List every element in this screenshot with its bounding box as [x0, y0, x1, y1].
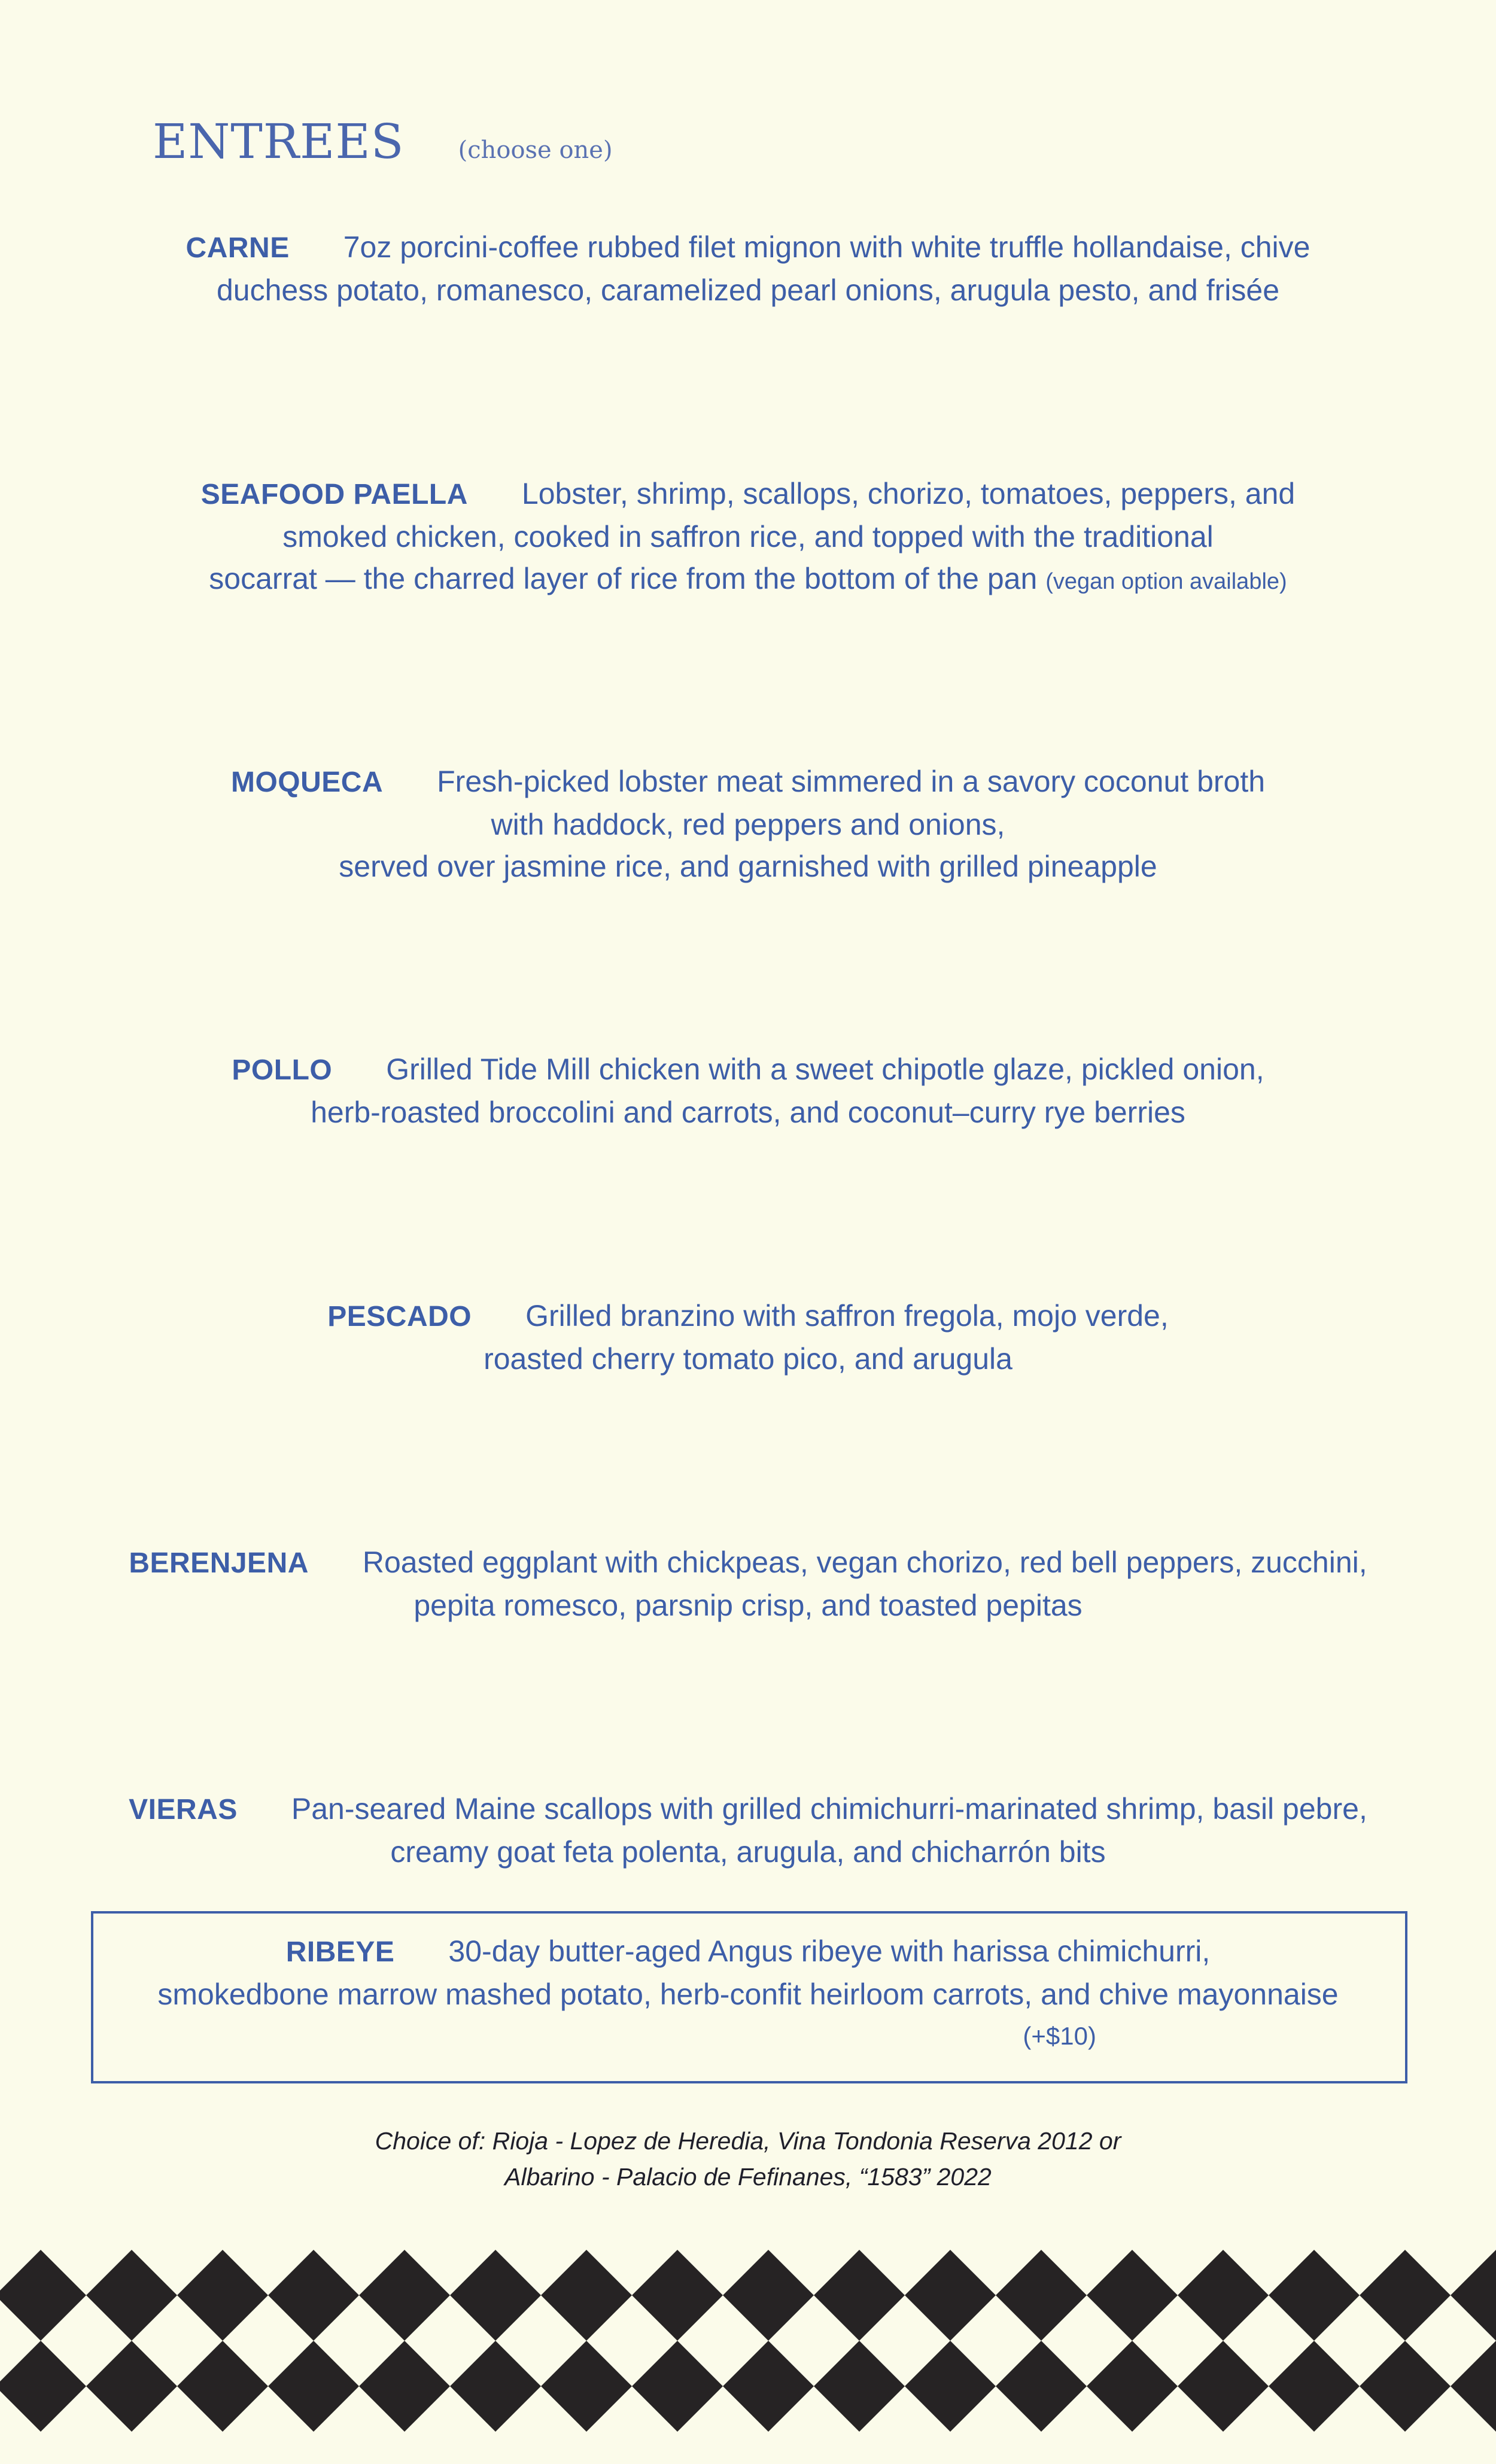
- entree-description: served over jasmine rice, and garnished with grilled pineapple: [339, 850, 1157, 883]
- entree-description: pepita romesco, parsnip crisp, and toasted pepitas: [413, 1589, 1083, 1622]
- entree-line: [0, 1541, 1496, 1584]
- page-title: ENTREES: [153, 114, 405, 169]
- entree-name: SEAFOOD PAELLA: [200, 479, 468, 510]
- wine-choice-line: Albarino - Palacio de Fefinanes, “1583” 2022: [504, 2163, 992, 2191]
- entree-line: [0, 558, 1496, 603]
- ribeye-surcharge: (+$10): [1023, 2022, 1096, 2050]
- entree-line: [0, 1930, 1496, 1973]
- choose-one-note: (choose one): [458, 136, 613, 164]
- entree-line: [0, 1295, 1496, 1338]
- entree-line: [0, 761, 1496, 804]
- wine-pairing: [0, 2123, 1496, 2195]
- entree-line: [0, 1788, 1496, 1831]
- entree-seafood-paella: [0, 473, 1496, 603]
- entree-name: POLLO: [232, 1054, 333, 1086]
- entree-name: BERENJENA: [129, 1547, 309, 1579]
- entree-moqueca: [0, 761, 1496, 887]
- entree-name: PESCADO: [327, 1301, 472, 1333]
- entree-description: creamy goat feta polenta, arugula, and chicharrón bits: [390, 1835, 1106, 1869]
- entree-description: Grilled Tide Mill chicken with a sweet chipotle glaze, pickled onion,: [386, 1052, 1264, 1086]
- entree-pollo: [0, 1048, 1496, 1133]
- wine-choice-line: Choice of: Rioja - Lopez de Heredia, Vina Tondonia Reserva 2012 or: [375, 2127, 1121, 2155]
- entree-line: [0, 226, 1496, 269]
- entree-name: CARNE: [186, 232, 290, 264]
- entree-description: 30-day butter-aged Angus ribeye with harissa chimichurri,: [448, 1934, 1211, 1968]
- entree-description: duchess potato, romanesco, caramelized pearl onions, arugula pesto, and frisée: [216, 273, 1280, 307]
- vegan-option-note: (vegan option available): [1045, 569, 1287, 594]
- entree-description: Lobster, shrimp, scallops, chorizo, tomatoes, peppers, and: [521, 477, 1296, 510]
- entree-line: [0, 473, 1496, 516]
- entree-name: VIERAS: [129, 1794, 238, 1826]
- entree-ribeye: [0, 1930, 1496, 2057]
- entree-description: Roasted eggplant with chickpeas, vegan chorizo, red bell peppers, zucchini,: [362, 1546, 1367, 1579]
- entree-description: with haddock, red peppers and onions,: [491, 808, 1005, 841]
- entree-description: smokedbone marrow mashed potato, herb-confit heirloom carrots, and chive mayonnaise: [157, 1978, 1339, 2011]
- entree-description: roasted cherry tomato pico, and arugula: [484, 1342, 1012, 1376]
- entree-description: 7oz porcini-coffee rubbed filet mignon with white truffle hollandaise, chive: [343, 230, 1310, 264]
- entree-description: socarrat — the charred layer of rice from the bottom of the pan: [209, 562, 1038, 595]
- entree-description: Fresh-picked lobster meat simmered in a savory coconut broth: [437, 765, 1266, 798]
- entree-description: Grilled branzino with saffron fregola, mojo verde,: [525, 1299, 1169, 1333]
- entree-pescado: [0, 1295, 1496, 1380]
- entree-name: MOQUECA: [230, 766, 384, 798]
- entree-description: herb-roasted broccolini and carrots, and coconut–curry rye berries: [311, 1096, 1185, 1129]
- entree-berenjena: [0, 1541, 1496, 1626]
- page-header: [153, 114, 613, 180]
- entree-description: Pan-seared Maine scallops with grilled chimichurri-marinated shrimp, basil pebre,: [291, 1792, 1367, 1826]
- entree-name: RIBEYE: [285, 1936, 395, 1968]
- entree-carne: [0, 226, 1496, 311]
- entree-vieras: [0, 1788, 1496, 1873]
- entree-line: [0, 1048, 1496, 1091]
- entree-description: smoked chicken, cooked in saffron rice, and topped with the traditional: [282, 520, 1214, 553]
- diamond-pattern-border: [0, 2250, 1496, 2464]
